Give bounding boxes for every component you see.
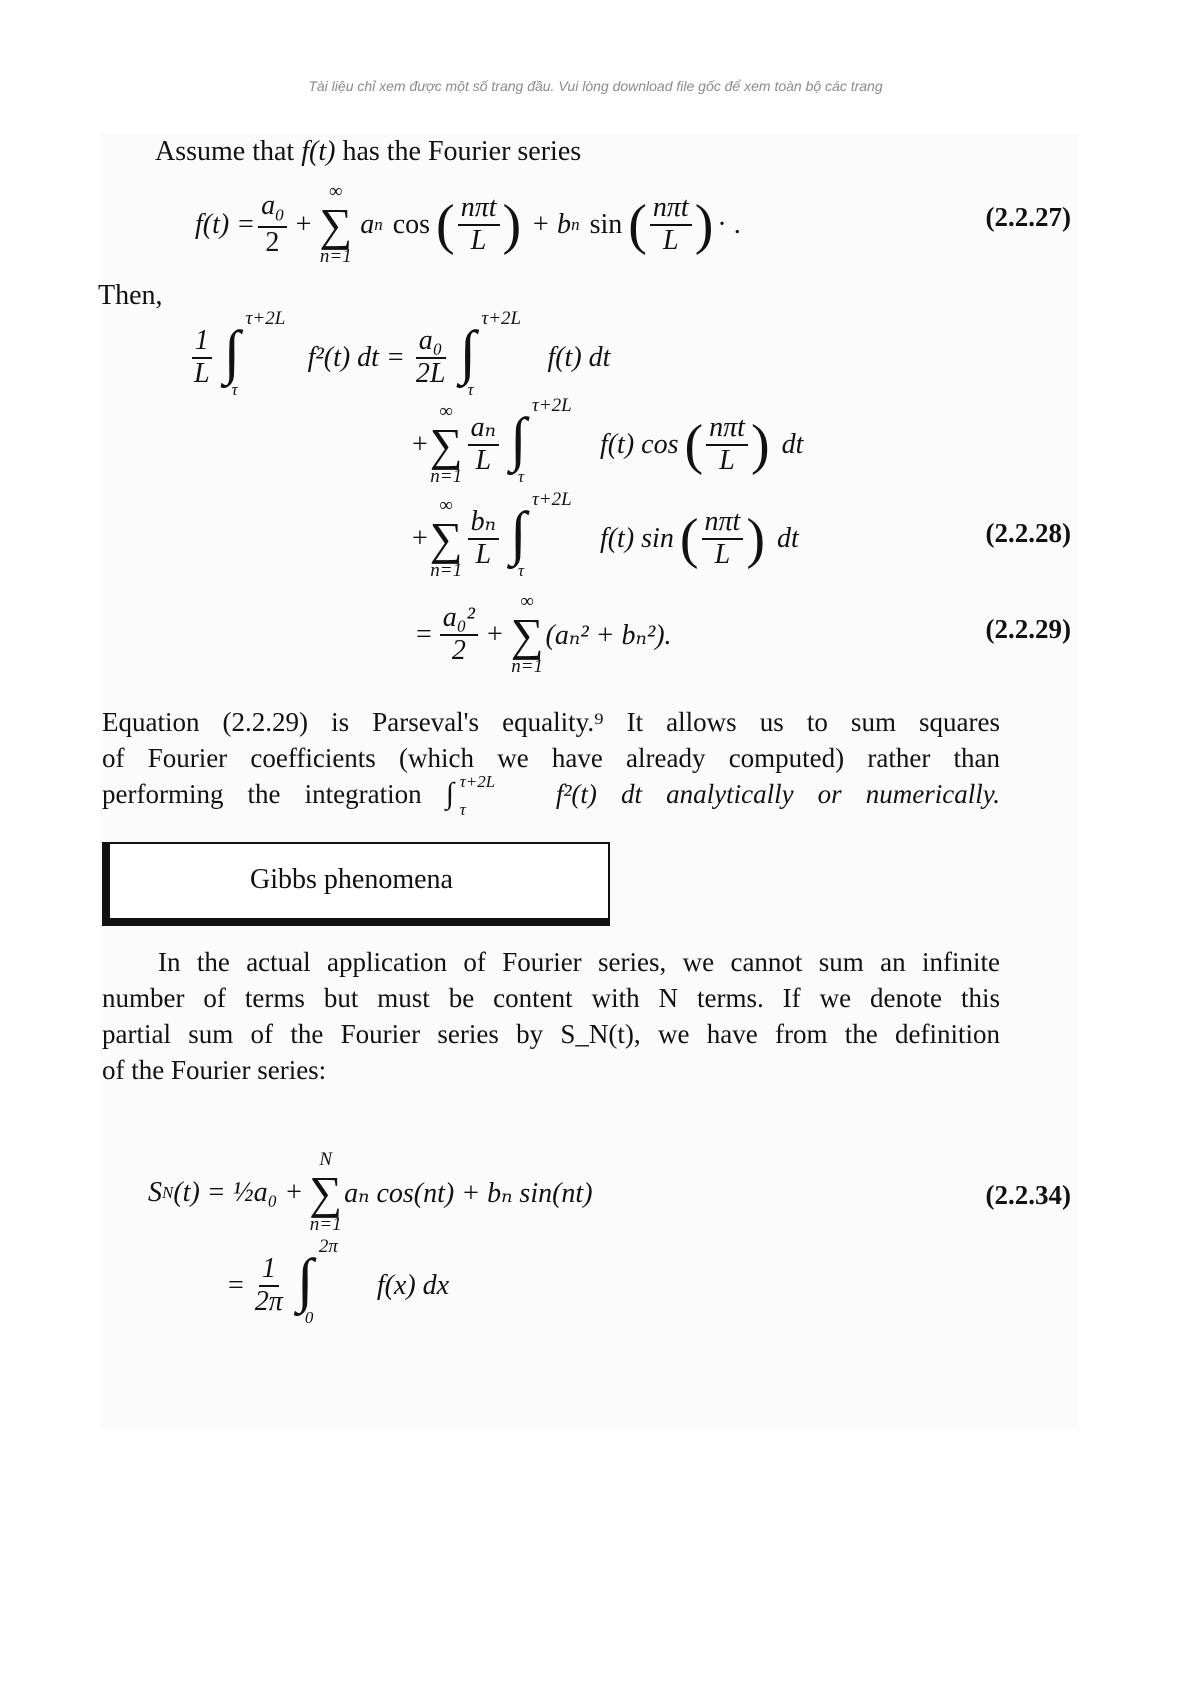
eq27-L-1: L bbox=[470, 225, 487, 256]
eq28-sum1-lower: n=1 bbox=[430, 465, 463, 487]
eq27-sum-upper: ∞ bbox=[329, 181, 343, 203]
download-notice: Tài liệu chỉ xem được một số trang đầu. Vui lòng download file gốc để xem toàn bộ các trang bbox=[308, 78, 883, 94]
eq29-sum-lower: n=1 bbox=[511, 655, 544, 677]
para1-int-upper: τ+2L bbox=[459, 772, 496, 791]
eq34-sum: N ∑ n=1 bbox=[309, 1149, 343, 1235]
eq27-plus: + bbox=[295, 209, 312, 240]
eq27-a0sub: 0 bbox=[275, 206, 284, 226]
para2-line3: partial sum of the Fourier series by S_N(t), we have from the definition bbox=[102, 1019, 1000, 1049]
eq28-sum-1: ∞ ∑ n=1 bbox=[429, 401, 463, 487]
eq29-a02: a₀² bbox=[440, 603, 478, 636]
eq28-a0-over-2L bbox=[413, 326, 449, 390]
eq27-cos: cos bbox=[392, 209, 431, 240]
eq28-sum2-lower: n=1 bbox=[430, 559, 463, 581]
eq29-plus: + bbox=[486, 619, 503, 650]
eq29-number: (2.2.29) bbox=[985, 614, 1071, 644]
eq28-dt-2: dt bbox=[776, 523, 799, 554]
eq28-plus-2: + bbox=[412, 523, 428, 554]
gibbs-paragraph bbox=[102, 944, 1000, 1088]
eq28-L: L bbox=[194, 358, 210, 389]
eq29-two: 2 bbox=[451, 635, 466, 666]
intro-after: has the Fourier series bbox=[335, 136, 582, 167]
eq27-sin: sin bbox=[589, 209, 623, 240]
intro-f: f(t) bbox=[301, 136, 336, 167]
eq34-sum-upper: N bbox=[319, 1149, 333, 1171]
intro-line bbox=[155, 136, 581, 168]
eq28-twoL: 2L bbox=[415, 358, 446, 389]
eq34-lhs-sub: N bbox=[162, 1183, 174, 1202]
eq28-line3: + ∞ ∑ n=1 $\frac{\text{bₙ}}{L}$ ∫ τ+2L τ f(t) sin ( $\frac{\text{nπt}}{L}$ ) dt bbox=[412, 489, 799, 581]
eq28-int4-lower: τ bbox=[517, 561, 525, 580]
eq27-npit-over-L-2 bbox=[650, 193, 692, 257]
eq28-integral-1: ∫ τ+2L τ bbox=[223, 308, 286, 399]
eq28-sindt: f(t) sin bbox=[599, 523, 674, 554]
eq28-f2: f²(t) dt = bbox=[307, 342, 405, 373]
eq34-int-lower: 0 bbox=[304, 1308, 314, 1327]
eq34-lhs-rest: (t) = ½a₀ + bbox=[173, 1177, 304, 1208]
eq27-plus-bn: + b bbox=[531, 209, 572, 240]
eq27-npit-1: nπt bbox=[458, 193, 500, 226]
eq28-int2-upper: τ+2L bbox=[481, 308, 522, 329]
para1-line2: of Fourier coefficients (which we have already computed) rather than bbox=[102, 743, 1000, 773]
eq27-L-2: L bbox=[663, 225, 679, 256]
eq28-npit-2: nπt bbox=[702, 507, 744, 540]
eq28-number: (2.2.28) bbox=[985, 518, 1071, 548]
eq27-dots: · . bbox=[717, 209, 741, 240]
eq34-lhs: S bbox=[148, 1177, 162, 1208]
eq34-int-upper: 2π bbox=[318, 1236, 338, 1257]
eq29-sum-upper: ∞ bbox=[520, 591, 534, 613]
eq34-one-over-2pi bbox=[252, 1254, 286, 1318]
eq28-sum1-upper: ∞ bbox=[439, 401, 453, 423]
eq28-npit-1: nπt bbox=[706, 413, 748, 446]
eq28-int4-upper: τ+2L bbox=[531, 489, 572, 510]
para1-integral: ∫ bbox=[445, 777, 454, 810]
eq34-number: (2.2.34) bbox=[985, 1180, 1071, 1210]
eq28-integral-4: ∫ τ+2L τ bbox=[509, 489, 572, 580]
para1-line1: Equation (2.2.29) is Parseval's equality.⁹ It allows us to sum squares bbox=[102, 707, 1000, 737]
eq34-line2 bbox=[228, 1236, 450, 1327]
para2-line4: of the Fourier series: bbox=[102, 1055, 327, 1085]
eq28-a0: a₀ bbox=[416, 326, 446, 359]
intro-before: Assume that bbox=[155, 136, 302, 167]
eq28-plus-1: + bbox=[412, 429, 428, 460]
eq28-int3-upper: τ+2L bbox=[531, 395, 572, 416]
eq28-L-2: L bbox=[475, 445, 492, 476]
eq28-integral-2: ∫ τ+2L τ bbox=[459, 308, 522, 399]
eq27-sum-lower: n=1 bbox=[319, 245, 352, 267]
eq34-sum-lower: n=1 bbox=[309, 1213, 342, 1235]
section-heading: Gibbs phenomena bbox=[250, 864, 453, 895]
eq28-L-3: L bbox=[719, 445, 735, 476]
eq27-sum: ∞ ∑ n=1 bbox=[319, 181, 353, 267]
eq28-fdt: f(t) dt bbox=[547, 342, 611, 373]
eq27-an: a bbox=[360, 209, 375, 240]
eq28-one-over-L bbox=[191, 326, 213, 390]
eq27-number: (2.2.27) bbox=[985, 202, 1071, 232]
para1-line3b: f²(t) dt analytically or numerically. bbox=[531, 779, 1000, 809]
eq27-n-2: n bbox=[571, 215, 580, 234]
eq29-body: (aₙ² + bₙ²). bbox=[545, 620, 672, 651]
eq28-npit-over-L-1 bbox=[706, 413, 748, 477]
eq27-lhs: f(t) = bbox=[195, 209, 256, 240]
eq29-eq: = bbox=[416, 619, 432, 650]
eq28-cosdt: f(t) cos bbox=[599, 429, 679, 460]
eq28-one: 1 bbox=[192, 326, 212, 359]
eq27-npit-2: nπt bbox=[650, 193, 692, 226]
eq28-int1-upper: τ+2L bbox=[245, 308, 286, 329]
eq28-bn: bₙ bbox=[468, 507, 499, 540]
eq27-npit-over-L-1 bbox=[458, 193, 500, 257]
eq28-bn-over-L bbox=[468, 507, 499, 571]
eq34-one: 1 bbox=[259, 1254, 279, 1287]
then-text: Then, bbox=[98, 280, 163, 311]
eq28-an-over-L bbox=[468, 413, 499, 477]
eq28-int3-lower: τ bbox=[517, 467, 525, 486]
eq27-two: 2 bbox=[265, 226, 280, 258]
eq34-twopi: 2π bbox=[254, 1286, 283, 1317]
eq28-npit-over-L-2 bbox=[702, 507, 744, 571]
eq29-a02-over-2 bbox=[440, 603, 478, 667]
para1-line3 bbox=[102, 772, 1000, 819]
eq29-sum: ∞ ∑ n=1 bbox=[510, 591, 544, 677]
eq28-line2: + ∞ ∑ n=1 $\frac{\text{aₙ}}{L}$ ∫ τ+2L τ f(t) cos ( $\frac{\text{nπt}}{L}$ ) dt bbox=[412, 395, 804, 487]
eq28-sum2-upper: ∞ bbox=[439, 495, 453, 517]
eq34-fx: f(x) dx bbox=[376, 1270, 450, 1301]
equation-2-2-34 bbox=[148, 1148, 593, 1238]
para1-line3a: performing the integration bbox=[102, 779, 446, 809]
equation-2-2-29 bbox=[416, 590, 672, 680]
eq28-an: aₙ bbox=[468, 413, 499, 446]
eq34-body: aₙ cos(nt) + bₙ sin(nt) bbox=[344, 1178, 593, 1209]
eq27-a0-over-2 bbox=[258, 191, 287, 258]
equation-2-2-27: f(t) = $\frac{a_0}{2}$ + ∞ ∑ n=1 a n cos ( $\frac{\text{nπt}}{L}$ ) + b n sin ( $\frac{\text{nπt}}{L}$ ) · . bbox=[195, 181, 741, 267]
eq28-L-4: L bbox=[475, 539, 492, 570]
eq28-line1 bbox=[188, 308, 611, 399]
para1-int-lower: τ bbox=[459, 800, 466, 819]
eq28-dt-1: dt bbox=[781, 429, 804, 460]
para2-line1: In the actual application of Fourier series, we cannot sum an infinite bbox=[158, 947, 1000, 977]
eq34-eq: = bbox=[228, 1270, 244, 1301]
eq28-integral-3: ∫ τ+2L τ bbox=[509, 395, 572, 486]
section-heading-box bbox=[102, 842, 610, 926]
eq28-int1-lower: τ bbox=[231, 380, 238, 399]
eq28-sum-2: ∞ ∑ n=1 bbox=[429, 495, 463, 581]
para2-line2: number of terms but must be content with N terms. If we denote this bbox=[102, 983, 1000, 1013]
eq28-int2-lower: τ bbox=[467, 380, 474, 399]
eq34-integral: ∫ 2π 0 bbox=[296, 1236, 338, 1327]
eq28-L-5: L bbox=[714, 539, 731, 570]
eq27-a0: a bbox=[261, 190, 276, 222]
parseval-paragraph bbox=[102, 704, 1000, 819]
eq27-n: n bbox=[374, 215, 383, 234]
